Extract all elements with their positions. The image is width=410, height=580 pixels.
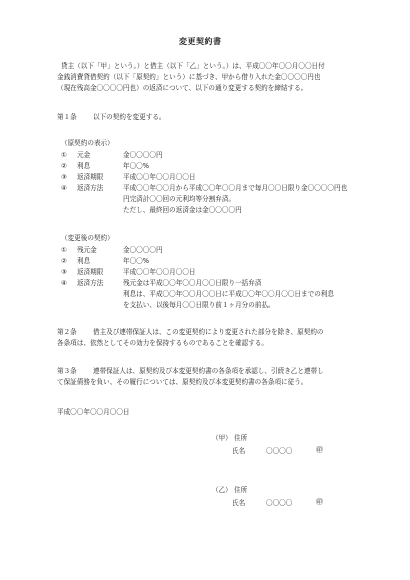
changed-row-3-value: 平成〇〇年〇〇月〇〇日	[123, 268, 196, 276]
original-row-2-label: 利息	[77, 162, 91, 170]
article-1-label: 第１条	[57, 113, 77, 121]
original-row-3-label: 返済期限	[77, 173, 104, 181]
original-row-1-label: 元金	[77, 151, 91, 159]
changed-row-1-value: 金〇〇〇〇円	[123, 246, 163, 254]
intro-line-2: 金銭消費貸借契約（以下「原契約」という）に基づき、甲から借り入れた金〇〇〇〇円也	[57, 73, 321, 81]
party-b-tag: （乙）	[212, 486, 232, 494]
original-row-4-num: ④	[61, 184, 67, 192]
original-row-1-num: ①	[61, 151, 67, 159]
original-cont-2: ただし、最終回の返済金は金〇〇〇〇円	[123, 206, 242, 214]
party-b-name: 〇〇〇〇	[266, 499, 293, 507]
contract-date: 平成〇〇年〇〇月〇〇日	[57, 408, 130, 416]
party-a-seal-icon: ㊞	[316, 446, 323, 454]
article-2-label: 第２条	[57, 328, 77, 336]
changed-row-4-value: 残元金は平成〇〇年〇〇月〇〇日限り一括弁済	[123, 279, 262, 287]
article-1-text: 以下の契約を変更する。	[93, 113, 166, 121]
party-b-name-label: 氏名	[232, 499, 246, 507]
original-row-3-num: ③	[61, 173, 67, 181]
article-2-line-1: 借主及び連帯保証人は、この変更契約により変更された部分を除き、原契約の	[93, 328, 324, 336]
changed-row-2-value: 年〇〇%	[123, 257, 150, 265]
original-row-2-num: ②	[61, 162, 67, 170]
document-title: 変更契約書	[179, 37, 222, 46]
changed-row-4-num: ④	[61, 279, 67, 287]
original-row-4-label: 返済方法	[77, 184, 104, 192]
changed-row-2-num: ②	[61, 257, 67, 265]
changed-cont-2: を支払い、以後毎月〇〇日限り前１ヶ月分の前払。	[123, 301, 275, 309]
intro-line-1: 貸主（以下「甲」という。）と借主（以下「乙」という。）は、平成〇〇年〇〇月〇〇日付	[61, 62, 325, 70]
original-cont-1: 円完済計〇〇回の元利均等分割弁済。	[123, 195, 236, 203]
changed-row-2-label: 利息	[77, 257, 91, 265]
original-row-2-value: 年〇〇%	[123, 162, 150, 170]
changed-row-3-label: 返済期限	[77, 268, 104, 276]
party-b-address-label: 住所	[234, 486, 248, 494]
original-row-3-value: 平成〇〇年〇〇月〇〇日	[123, 173, 196, 181]
party-a-name: 〇〇〇〇	[266, 447, 293, 455]
party-a-tag: （甲）	[212, 434, 232, 442]
original-row-4-value: 平成〇〇年〇〇月から平成〇〇年〇〇月まで毎月〇〇日限り金〇〇〇〇円也	[123, 184, 348, 192]
intro-line-3: （現在残高金〇〇〇〇円也）の返済について、以下の通り変更する契約を締結する。	[57, 84, 308, 92]
changed-row-1-label: 残元金	[77, 246, 97, 254]
article-3-label: 第３条	[57, 367, 77, 375]
changed-row-1-num: ①	[61, 246, 67, 254]
article-3-line-2: て保証債務を負い、その履行については、原契約及び本変更契約書の各条項に従う。	[57, 378, 308, 386]
article-2-line-2: 各条項は、依然としてその効力を保持するものであることを確認する。	[57, 339, 268, 347]
original-heading: （原契約の表示）	[61, 139, 114, 147]
changed-row-3-num: ③	[61, 268, 67, 276]
original-row-1-value: 金〇〇〇〇円	[123, 151, 163, 159]
article-3-line-1: 連帯保証人は、原契約及び本変更契約書の各条項を承認し、引続き乙と連帯し	[93, 367, 324, 375]
changed-heading: （変更後の契約）	[61, 234, 114, 242]
party-a-address-label: 住所	[234, 434, 248, 442]
changed-row-4-label: 返済方法	[77, 279, 104, 287]
party-b-seal-icon: ㊞	[316, 498, 323, 506]
party-a-name-label: 氏名	[232, 447, 246, 455]
changed-cont-1: 利息は、平成〇〇年〇〇月〇〇日に平成〇〇年〇〇月〇〇日までの利息	[123, 290, 334, 298]
